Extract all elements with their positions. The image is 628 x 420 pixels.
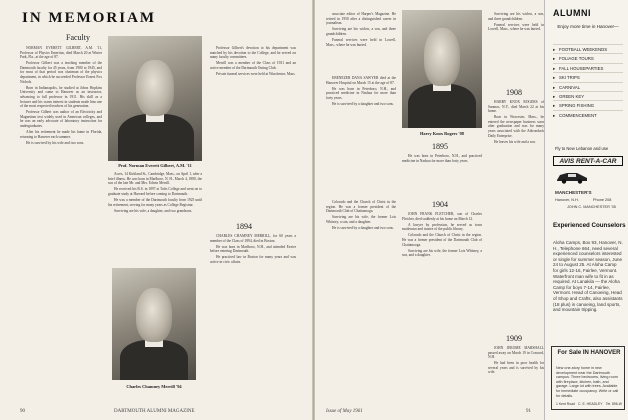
paragraph: Funeral services were held in Lowell, Mass., where he was buried. [488, 22, 544, 32]
paragraph: He was born in Peterboro, N.H., and practiced medicine in Nashua for more than forty years. [326, 86, 396, 100]
paragraph: Colorado and the Church of Christ in the region. He was a former president of the Dartmouth Club of Chattanooga. [326, 200, 396, 214]
dealer-contact: JOHN C. MANCHESTER '35 [567, 205, 616, 209]
paragraph: Surviving are his widow, a son, and three grandchildren. [488, 12, 544, 21]
fly-text: Fly to New Lebanon and use [555, 146, 609, 151]
paragraph: NORMAN EVERETT GILBERT, A.M. '11, Professor of Physics Emeritus, died March 20 at Winter Park, Fla., at the age of 87. [20, 46, 102, 60]
photo-face [424, 28, 460, 86]
paragraph: He leaves his wife and a son. [494, 139, 536, 144]
paragraph: Funeral services were held in Lowell, Mass., where he was buried. [326, 37, 396, 47]
column-1-bottom [326, 200, 396, 392]
paragraph: associate editor of Harper's Magazine. He retired in 1950 after a distinguished career in journalism. [326, 12, 396, 26]
page-heading: IN MEMORIAM [22, 10, 157, 26]
paragraph: EBENEZER DANA SAWYER died at the Hanover Hospital on March 15 at the age of 87. [326, 76, 396, 85]
paragraph: JOHN JEROME MARSHALL passed away on March 19 in Concord, N.H. [488, 346, 544, 360]
for-sale-phone: Tel. 896-W [605, 402, 622, 406]
arrow-icon: ▸ [553, 103, 556, 109]
paragraph: Surviving are his wife, the former Lois Whitney, a son, and a daughter. [326, 215, 396, 224]
paragraph: A lawyer by profession, he served as town moderator and trustee of the public library. [402, 222, 482, 232]
counselors-ad-text: Aloha Camps, Box 93, Hanover, N. H., Telephone 664, need several experienced counselors interested or single for summer season, June 24 to August 25. At Aloha Camp for girls 12-16, Fairlee, Vermont. Waterfront man wife to fit in as required. At Lanakila — the Aloha Camp for boys 7-14, Fairlee, Vermont. Head of Canoeing, Head of Shop and Crafts, also assistants (18 plus) in canoeing, land sports, and mountain tripping. [553, 240, 623, 313]
section-title-faculty: Faculty [66, 33, 90, 42]
paragraph: JOHN FRANK FLETCHER, son of Charles Fletcher, died suddenly at his home on March 12. [402, 212, 482, 221]
column-1 [20, 46, 102, 394]
paragraph: Professor Gilbert was a teaching member of the Dartmouth faculty for 45 years, from 1900 to 1945, and for most of that period was chairman of the physics department, in which he succeeded Professor Ernest Fox Nichols. [20, 61, 102, 84]
paragraph: After his retirement he made his home in Florida, returning to Hanover each summer. [20, 130, 102, 139]
photo-caption-gilbert: Prof. Norman Everett Gilbert, A.M. '11 [118, 163, 192, 168]
paragraph: He had been in poor health for several years and is survived by his wife. [488, 361, 544, 375]
ad-subtitle: Enjoy more time in Hanover— [557, 24, 619, 29]
photo-harry-rogers [402, 10, 482, 128]
column-2-top [108, 172, 202, 222]
dealer-name: MANCHESTER'S [555, 190, 592, 195]
paragraph: He was a member of the Dartmouth faculty from 1925 until his retirement, serving for many years as College Registrar. [108, 197, 202, 207]
paragraph: HARRY KNOX ROGERS of Saranac, N.Y., died March 22 at his home. [488, 100, 544, 114]
photo-caption-merrill: Charles Chamney Merrill '94 [126, 384, 182, 389]
class-year-1895: 1895 [432, 142, 448, 151]
arrow-icon: ▸ [553, 56, 556, 62]
paragraph: Surviving are his wife, a daughter, and two grandsons. [114, 208, 193, 213]
page-number-right: 91 [526, 409, 531, 414]
photo-charles-merrill [112, 268, 196, 380]
page-number-left: 90 [20, 409, 25, 414]
column-1-top [326, 12, 396, 72]
list-item: ▸ SPRING FISHING [553, 100, 623, 109]
paragraph: He practiced law in Boston for many years and was active in civic affairs. [210, 255, 296, 264]
avis-logo: AVIS RENT-A-CAR [553, 156, 623, 166]
for-sale-footer [556, 402, 622, 406]
paragraph: He was born in Peterboro, N.H., and practiced medicine in Nashua for more than forty years. [402, 154, 482, 163]
arrow-icon: ▸ [553, 112, 556, 118]
for-sale-ad [551, 346, 625, 410]
left-page [0, 0, 313, 420]
dealer-phone: Phone 208 [593, 198, 612, 202]
arrow-icon: ▸ [553, 47, 556, 52]
column-3 [210, 46, 296, 216]
paragraph: Merrill was a member of the Class of 1931 and an active member of the Dartmouth Outing Club. [210, 61, 296, 70]
for-sale-address: 1 Kent Road [556, 402, 575, 406]
for-sale-title: For Sale IN HANOVER [557, 350, 621, 356]
class-year-1904: 1904 [432, 200, 448, 209]
photo-norman-gilbert [108, 36, 202, 161]
paragraph: Colorado and the Church of Christ in the region. He was a former president of the Dartmouth Club of Chattanooga. [402, 233, 482, 247]
photo-face [136, 60, 174, 116]
photo-caption-rogers: Harry Knox Rogers '08 [419, 131, 465, 136]
arrow-icon: ▸ [553, 75, 556, 81]
for-sale-text: New one-story home in new development near the Dartmouth campus. Three bedrooms, living room with fireplace, kitchen, bath, and garage. Large lot with trees. Available for immediate occupancy. Write or call for details. [556, 366, 619, 398]
column-3-top [488, 12, 544, 82]
paragraph: He was born in Marlboro, N.H., and attended Exeter before entering Dartmouth. [210, 244, 296, 254]
paragraph: Born in Indianapolis, he studied at Johns Hopkins University and came to Hanover as an instructor, advancing to full professor in 1911. His skill as a lecturer and his warm interest in students made him one of the most respected teachers of his generation. [20, 85, 102, 109]
column-3-bottom [210, 234, 296, 314]
class-year-1909: 1909 [506, 334, 522, 343]
ad-event-list [553, 44, 623, 119]
list-item: ▸ FALL HOUSEPARTIES [553, 63, 623, 72]
list-item: ▸ FOOTBALL WEEKENDS [553, 44, 623, 53]
paragraph: Surviving are his widow, a son, and three grandchildren. [326, 27, 396, 36]
column-1-middle [326, 76, 396, 196]
arrow-icon: ▸ [553, 65, 556, 71]
paragraph: Private funeral services were held at Winchester, Mass. [216, 71, 296, 76]
list-item: ▸ SKI TRIPS [553, 72, 623, 81]
paragraph: He is survived by a daughter and two sons. [332, 225, 394, 230]
paragraph: Surviving are his wife, the former Lois Whitney, a son, and a daughter. [402, 248, 482, 258]
binding-gutter [312, 0, 315, 420]
list-item: ▸ FOLIAGE TOURS [553, 53, 623, 62]
paragraph: Professor Gilbert's devotion to his department was matched by his devotion to the College, and he served on many faculty committees. [210, 46, 296, 60]
class-year-1894: 1894 [236, 222, 252, 231]
arrow-icon: ▸ [553, 84, 556, 90]
list-item: ▸ CARNIVAL [553, 82, 623, 91]
counselors-ad-title: Experienced Counselors [553, 222, 626, 229]
right-page [313, 0, 628, 420]
column-2-1895 [402, 154, 482, 194]
magazine-name-footer: DARTMOUTH ALUMNI MAGAZINE [114, 409, 195, 414]
car-icon [555, 170, 589, 184]
paragraph: Professor Gilbert was author of an Electricity and Magnetism text widely used in American colleges, and he was an early advocate of laboratory instruction for undergraduates. [20, 110, 102, 128]
arrow-icon: ▸ [553, 93, 556, 99]
ad-sidebar [544, 0, 628, 420]
paragraph: He received his B.S. in 1897 at Tufts College and went on to graduate study at Harvard before coming to Dartmouth. [108, 187, 202, 196]
photo-face [136, 288, 172, 342]
dealer-address: Hanover, N.H. [555, 198, 579, 202]
ad-title: ALUMNI [553, 8, 591, 18]
column-3-1909 [488, 346, 544, 396]
for-sale-agent: C. E. HEADLEY [578, 402, 603, 406]
paragraph: He is survived by a daughter and two sons. [332, 101, 394, 106]
column-3-1908 [488, 100, 544, 260]
paragraph: Acres, 14 Kirkland St., Cambridge, Mass., on April 1, after a brief illness. He was born in Marlboro, N. H., March 4, 1880, the son of the late Mr. and Mrs. Edwin Merrill. [108, 172, 202, 186]
paragraph: Born in Worcester, Mass., he entered the newspaper business soon after graduation and was for many years associated with the Adirondack Daily Enterprise. [488, 115, 544, 138]
list-item: ▸ GREEN KEY [553, 91, 623, 100]
class-year-1908: 1908 [506, 88, 522, 97]
list-item: ▸ COMMENCEMENT [553, 110, 623, 119]
paragraph: He is survived by his wife and two sons. [26, 140, 85, 145]
paragraph: CHARLES CHAMNEY MERRILL, for 60 years a member of the Class of 1894, died in Boston. [210, 234, 296, 243]
column-2-1904 [402, 212, 482, 392]
issue-date-footer: Issue of May 1961 [326, 409, 363, 414]
